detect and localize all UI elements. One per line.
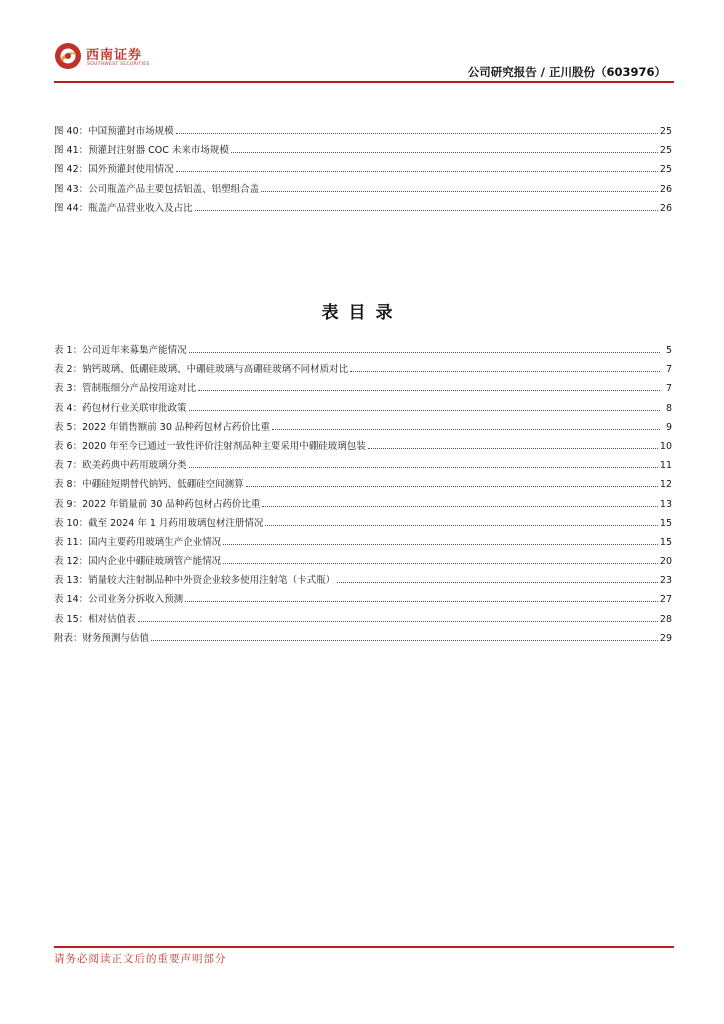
toc-entry-label: 图 41：预灌封注射器 COC 未来市场规模 <box>54 145 229 157</box>
toc-entry-page: 25 <box>659 164 672 176</box>
toc-leader-dots <box>176 133 658 134</box>
toc-entry[interactable] <box>54 572 672 591</box>
toc-entry-page: 11 <box>659 460 672 472</box>
toc-entry-page: 15 <box>659 517 672 529</box>
report-title: 公司研究报告 / 正川股份（603976） <box>467 65 666 79</box>
toc-entry[interactable] <box>54 342 672 361</box>
toc-entry[interactable] <box>54 496 672 515</box>
toc-entry[interactable] <box>54 591 672 610</box>
toc-entry[interactable] <box>54 534 672 553</box>
toc-leader-dots <box>189 467 658 468</box>
toc-entry-label: 图 43：公司瓶盖产品主要包括铝盖、铝塑组合盖 <box>54 183 260 195</box>
toc-leader-dots <box>231 152 658 153</box>
toc-entry-label: 表 8：中硼硅短期替代钠钙、低硼硅空间测算 <box>54 479 244 491</box>
toc-leader-dots <box>151 640 658 641</box>
toc-entry[interactable] <box>54 438 672 457</box>
toc-entry-page: 28 <box>659 613 672 625</box>
company-logo <box>54 40 164 76</box>
toc-entry-page: 27 <box>659 594 672 606</box>
toc-entry[interactable] <box>54 380 672 399</box>
toc-entry-label: 表 11：国内主要药用玻璃生产企业情况 <box>54 536 222 548</box>
toc-leader-dots <box>368 448 658 449</box>
toc-entry-page: 25 <box>659 126 672 137</box>
toc-leader-dots <box>195 210 658 211</box>
toc-entry-label: 表 1：公司近年来募集产能情况 <box>54 345 187 356</box>
toc-leader-dots <box>272 429 660 430</box>
toc-entry-page: 26 <box>659 202 672 214</box>
toc-entry[interactable] <box>54 611 672 630</box>
toc-entry-page: 29 <box>659 632 672 644</box>
toc-entry-page: 7 <box>665 364 672 376</box>
toc-leader-dots <box>262 506 658 507</box>
toc-entry[interactable] <box>54 200 672 219</box>
toc-entry-label: 表 4：药包材行业关联审批政策 <box>54 402 187 414</box>
toc-leader-dots <box>189 352 660 353</box>
toc-entry-label: 表 3：管制瓶细分产品按用途对比 <box>54 383 197 395</box>
toc-entry-label: 表 15：相对估值表 <box>54 613 136 625</box>
toc-leader-dots <box>246 486 658 487</box>
toc-entry[interactable] <box>54 515 672 534</box>
toc-entry[interactable] <box>54 476 672 495</box>
toc-leader-dots <box>198 390 660 391</box>
toc-entry-page: 8 <box>665 402 672 414</box>
figure-list <box>54 123 672 219</box>
toc-leader-dots <box>265 525 657 526</box>
logo-subtext: SOUTHWEST SECURITIES <box>87 62 150 67</box>
toc-entry-label: 表 10：截至 2024 年 1 月药用玻璃包材注册情况 <box>54 517 264 529</box>
toc-entry-page: 13 <box>659 498 672 510</box>
toc-entry-page: 20 <box>659 556 672 568</box>
toc-entry-label: 附表：财务预测与估值 <box>54 632 150 644</box>
header-divider <box>54 81 674 83</box>
toc-entry-label: 图 44：瓶盖产品营业收入及占比 <box>54 202 193 214</box>
toc-entry[interactable] <box>54 419 672 438</box>
toc-entry-page: 5 <box>665 345 672 356</box>
toc-entry-page: 25 <box>659 145 672 157</box>
toc-entry-page: 26 <box>659 183 672 195</box>
toc-entry-label: 表 6：2020 年至今已通过一致性评价注射剂品种主要采用中硼硅玻璃包装 <box>54 440 366 452</box>
toc-leader-dots <box>185 601 658 602</box>
toc-entry-page: 23 <box>659 575 672 587</box>
toc-entry-page: 12 <box>659 479 672 491</box>
toc-entry[interactable] <box>54 361 672 380</box>
table-list <box>54 342 672 649</box>
toc-leader-dots <box>337 582 658 583</box>
toc-entry[interactable] <box>54 400 672 419</box>
toc-entry-label: 表 13：销量较大注射制品种中外资企业较多使用注射笔（卡式瓶） <box>54 575 336 587</box>
toc-leader-dots <box>189 410 660 411</box>
toc-leader-dots <box>223 563 658 564</box>
footer-divider <box>54 946 674 948</box>
toc-entry[interactable] <box>54 457 672 476</box>
toc-entry[interactable] <box>54 181 672 200</box>
toc-leader-dots <box>350 371 660 372</box>
toc-entry-page: 9 <box>665 421 672 433</box>
toc-entry-label: 表 9：2022 年销量前 30 品种药包材占药价比重 <box>54 498 261 510</box>
toc-entry-label: 表 12：国内企业中硼硅玻璃管产能情况 <box>54 556 222 568</box>
toc-entry[interactable] <box>54 161 672 180</box>
footer-disclaimer: 请务必阅读正文后的重要声明部分 <box>54 953 227 965</box>
toc-leader-dots <box>176 171 658 172</box>
toc-entry[interactable] <box>54 142 672 161</box>
toc-entry-page: 10 <box>659 440 672 452</box>
logo-text: 西南证券 <box>86 48 143 63</box>
toc-entry-label: 表 2：钠钙玻璃、低硼硅玻璃、中硼硅玻璃与高硼硅玻璃不同材质对比 <box>54 364 349 376</box>
toc-entry-label: 表 14：公司业务分拆收入预测 <box>54 594 184 606</box>
toc-entry-label: 图 42：国外预灌封使用情况 <box>54 164 174 176</box>
southwest-securities-logo-icon <box>54 42 82 70</box>
toc-entry[interactable] <box>54 553 672 572</box>
toc-entry-label: 表 7：欧美药典中药用玻璃分类 <box>54 460 187 472</box>
toc-leader-dots <box>138 621 658 622</box>
toc-entry-page: 7 <box>665 383 672 395</box>
toc-leader-dots <box>261 191 658 192</box>
toc-leader-dots <box>223 544 658 545</box>
toc-entry[interactable] <box>54 630 672 649</box>
toc-entry-page: 15 <box>659 536 672 548</box>
toc-entry-label: 图 40：中国预灌封市场规模 <box>54 126 174 137</box>
table-list-heading: 表目录 <box>321 303 403 323</box>
toc-entry[interactable] <box>54 123 672 142</box>
toc-entry-label: 表 5：2022 年销售额前 30 品种药包材占药价比重 <box>54 421 270 433</box>
